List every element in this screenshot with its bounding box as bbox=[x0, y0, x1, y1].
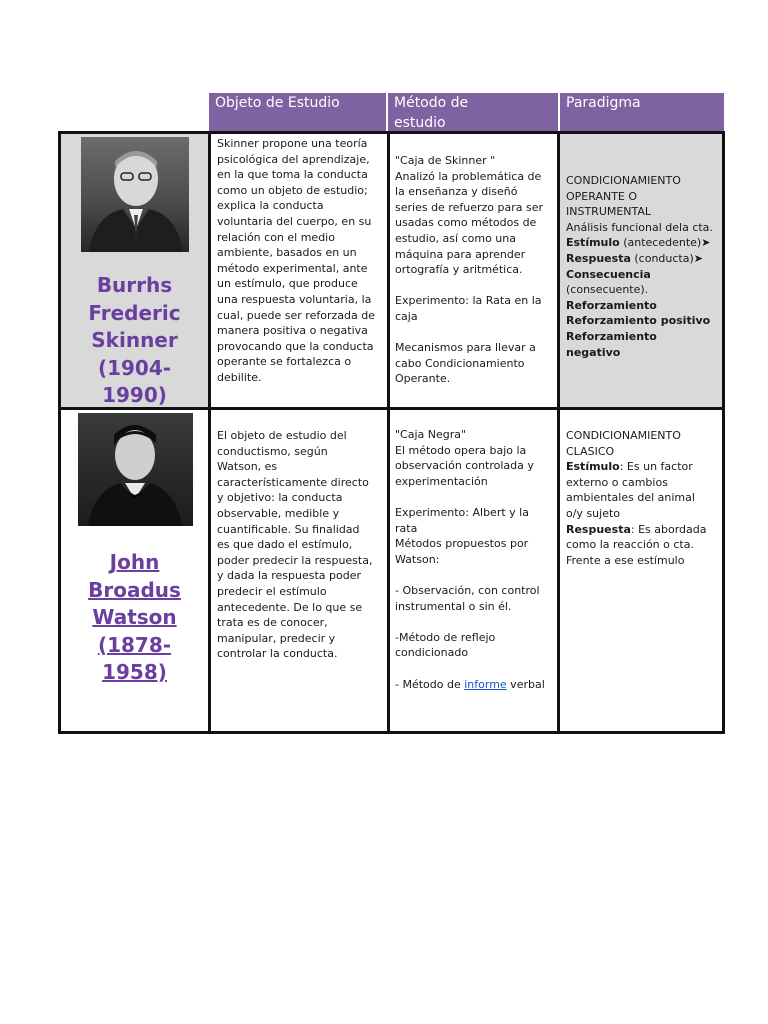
text-line: Operante. bbox=[395, 372, 451, 386]
text-line: OPERANTE O bbox=[566, 189, 638, 203]
header-objeto bbox=[209, 93, 386, 131]
person-cell-skinner bbox=[61, 134, 208, 407]
bold-term: Respuesta bbox=[566, 522, 631, 536]
estimulo-paragraph bbox=[566, 459, 716, 568]
text-line: CONDICIONAMIENTO bbox=[566, 429, 681, 442]
text-line: relación con el medio bbox=[217, 230, 335, 244]
skinner-portrait-svg bbox=[81, 137, 189, 252]
watson-portrait-svg bbox=[78, 413, 193, 526]
text-line: Analizó la problemática de bbox=[395, 169, 542, 183]
text-line: debilite. bbox=[217, 370, 262, 384]
text-line: un estímulo, que produce bbox=[217, 277, 358, 291]
bold-term: Reforzamiento positivo bbox=[566, 314, 711, 328]
text-line: INSTRUMENTAL bbox=[566, 205, 652, 219]
bold-term: Respuesta bbox=[566, 251, 631, 265]
text-line: conductismo, según bbox=[217, 444, 328, 458]
bold-term: negativo bbox=[566, 345, 621, 359]
text-line: provocando que la conducta bbox=[217, 339, 374, 353]
name-line: (1904- bbox=[97, 355, 172, 380]
bold-term: Reforzamiento bbox=[566, 329, 657, 343]
text-line: como la reacción o cta. bbox=[566, 538, 694, 552]
portrait-photo-icon bbox=[81, 137, 189, 252]
text-line: antecedente. De lo que se bbox=[217, 600, 363, 614]
text-line: Experimento: la Rata en la bbox=[395, 294, 542, 308]
header-paradigma bbox=[560, 93, 724, 131]
text-line: poder predecir la respuesta, bbox=[217, 553, 373, 567]
bold-term: Estímulo bbox=[566, 236, 620, 250]
text-line: Skinner propone una teoría bbox=[217, 137, 368, 150]
text-line: Mecanismos para llevar a bbox=[395, 341, 536, 355]
text-line: y objetivo: la conducta bbox=[217, 491, 343, 505]
comparison-table bbox=[58, 131, 725, 734]
text-line: controlar la conducta. bbox=[217, 647, 338, 661]
text-line: -Método de reflejo bbox=[395, 630, 496, 644]
estimulo-line bbox=[566, 235, 716, 251]
arrow-right-icon: ➤ bbox=[701, 236, 711, 250]
header-objeto-label: Objeto de Estudio bbox=[215, 95, 340, 111]
informe-link[interactable]: informe bbox=[464, 677, 507, 691]
name-line: 1958) bbox=[102, 660, 167, 684]
text-line: manera positiva o negativa bbox=[217, 324, 368, 338]
text-line: El objeto de estudio del bbox=[217, 429, 347, 442]
text-line: estudio, así como una bbox=[395, 231, 516, 245]
objeto-cell-skinner bbox=[217, 136, 381, 406]
name-line: Burrhs bbox=[96, 273, 173, 297]
text-line: cabo Condicionamiento bbox=[395, 356, 525, 370]
bold-term: Estímulo bbox=[566, 460, 620, 474]
text-line: Experimento: Albert y la bbox=[395, 505, 529, 519]
name-line[interactable]: Watson bbox=[92, 605, 177, 629]
text-line: Frente a ese estímulo bbox=[566, 553, 685, 567]
text-line: Métodos propuestos por bbox=[395, 537, 529, 551]
text-line: voluntaria del cuerpo, en su bbox=[217, 214, 372, 228]
text-line: ambiente, basados en un bbox=[217, 246, 357, 260]
name-line[interactable]: John bbox=[109, 550, 160, 574]
name-line[interactable]: Broadus bbox=[88, 577, 181, 602]
text-line: psicológica del aprendizaje, bbox=[217, 152, 370, 166]
text-fragment: - Método de bbox=[395, 677, 465, 691]
text-line: característicamente directo bbox=[217, 475, 369, 489]
column-divider bbox=[208, 134, 211, 731]
text-line: CLASICO bbox=[566, 444, 615, 458]
text-line: como un objeto de estudio; bbox=[217, 183, 368, 197]
header-metodo-label-1: Método de bbox=[394, 95, 469, 111]
text-line: "Caja de Skinner " bbox=[395, 154, 496, 167]
paradigma-cell-watson bbox=[566, 428, 716, 718]
text-line: trata es de conocer, bbox=[217, 616, 328, 630]
text-line: operante se fortalezca o bbox=[217, 355, 352, 369]
term-detail: (antecedente) bbox=[619, 236, 702, 250]
text-line: instrumental o sin él. bbox=[395, 599, 512, 613]
text-line: explica la conducta bbox=[217, 199, 324, 213]
text-line: una respuesta voluntaria, la bbox=[217, 292, 372, 306]
bold-term: Reforzamiento bbox=[566, 298, 657, 312]
text-line: ortografía y aritmética. bbox=[395, 263, 523, 277]
person-name-watson[interactable] bbox=[61, 549, 208, 687]
metodo-cell-watson bbox=[395, 427, 553, 727]
text-line: en la que toma la conducta bbox=[217, 168, 368, 182]
text-line: predecir el estímulo bbox=[217, 584, 327, 598]
text-line: "Caja Negra" bbox=[395, 428, 467, 441]
text-line: máquina para aprender bbox=[395, 247, 526, 261]
name-line: 1990) bbox=[102, 383, 167, 407]
text-line: caja bbox=[395, 309, 418, 323]
header-metodo bbox=[388, 93, 558, 131]
text-line: cual, puede ser reforzada de bbox=[217, 308, 375, 322]
text-line: (consecuente). bbox=[566, 283, 649, 297]
text-line: CONDICIONAMIENTO bbox=[566, 174, 681, 187]
respuesta-line bbox=[566, 251, 716, 267]
metodo-cell-skinner bbox=[395, 153, 553, 403]
text-line: series de refuerzo para ser bbox=[395, 200, 544, 214]
text-line: la enseñanza y diseñó bbox=[395, 185, 518, 199]
portrait-photo-icon bbox=[78, 413, 193, 526]
text-line: experimentación bbox=[395, 474, 488, 488]
header-metodo-label-2: estudio bbox=[394, 115, 446, 131]
term-detail: : Es un factor bbox=[619, 460, 693, 474]
name-line: Frederic bbox=[88, 300, 181, 325]
text-line: usadas como métodos de bbox=[395, 216, 537, 230]
text-line: El método opera bajo la bbox=[395, 443, 527, 457]
text-line: Análisis funcional dela cta. bbox=[566, 220, 713, 234]
text-line: es que dado el estímulo, bbox=[217, 538, 353, 552]
text-line: condicionado bbox=[395, 646, 469, 660]
text-line: externo o cambios bbox=[566, 475, 668, 489]
text-line: método experimental, ante bbox=[217, 261, 368, 275]
text-line: o/y sujeto bbox=[566, 506, 621, 520]
arrow-right-icon: ➤ bbox=[693, 251, 703, 265]
objeto-cell-watson bbox=[217, 428, 381, 718]
informe-line bbox=[395, 677, 553, 693]
bold-term: Consecuencia bbox=[566, 267, 651, 281]
term-detail: : Es abordada bbox=[630, 522, 707, 536]
text-line: observación controlada y bbox=[395, 459, 534, 473]
term-detail: (conducta) bbox=[630, 251, 694, 265]
text-line: cuantificable. Su finalidad bbox=[217, 522, 360, 536]
paradigma-cell-skinner bbox=[560, 134, 722, 407]
text-fragment: verbal bbox=[506, 677, 545, 691]
text-line: - Observación, con control bbox=[395, 583, 540, 597]
text-line: ambientales del animal bbox=[566, 491, 695, 505]
text-line: manipular, predecir y bbox=[217, 631, 336, 645]
name-line: (1878- bbox=[97, 632, 172, 657]
text-line: Watson, es bbox=[217, 460, 278, 474]
text-line: observable, medible y bbox=[217, 506, 340, 520]
text-line: Watson: bbox=[395, 552, 440, 566]
column-divider bbox=[387, 134, 390, 731]
name-line: Skinner bbox=[91, 328, 178, 352]
person-name-skinner bbox=[61, 272, 208, 410]
text-line: y dada la respuesta poder bbox=[217, 569, 362, 583]
text-line: rata bbox=[395, 521, 418, 535]
header-paradigma-label: Paradigma bbox=[566, 95, 641, 111]
person-cell-watson bbox=[61, 410, 208, 731]
